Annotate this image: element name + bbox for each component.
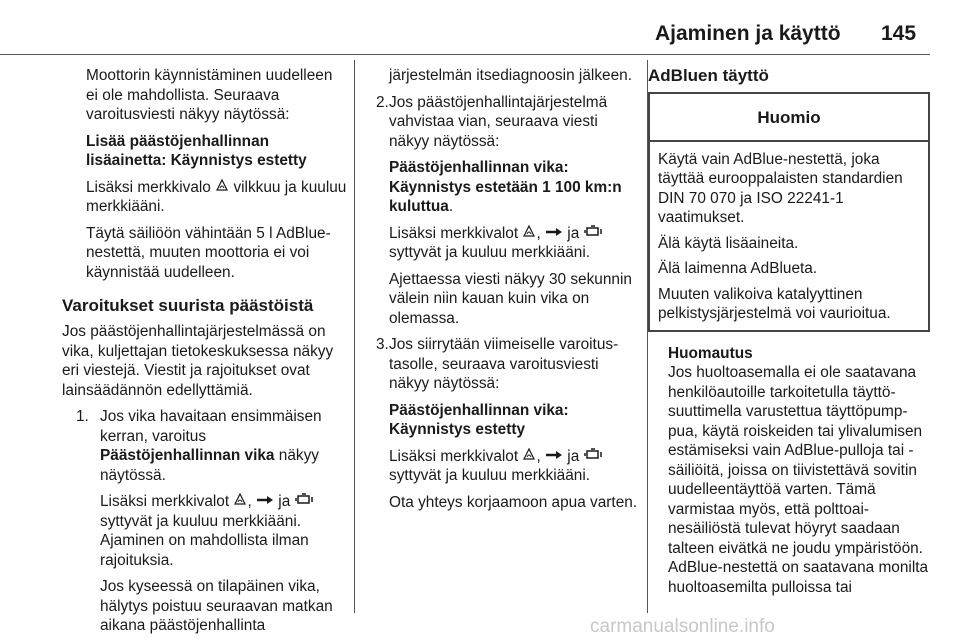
intro-block <box>62 66 347 282</box>
paragraph: Täytä säiliöön vähintään 5 l AdBlue-nestettä, muuten moottoria ei voi käynnistää uudelleen. <box>86 224 331 281</box>
page-number: 145 <box>881 22 917 45</box>
paragraph: Älä käytä lisäaineita. <box>658 234 799 252</box>
section-heading: AdBluen täyttö <box>648 66 769 85</box>
warning-message: Päästöjenhallinnan vika: Käynnistys estetään 1 100 km:n kuluttua. <box>389 159 622 215</box>
paragraph: Jos siirrytään viimeiselle varoitustasolle, seuraava varoitusviesti näkyy näytössä: <box>389 336 619 392</box>
list-number: 2. <box>376 93 389 111</box>
paragraph: Älä laimenna AdBlueta. <box>658 260 818 277</box>
paragraph: Jos vika havaitaan ensimmäisen kerran, varoitus Päästöjenhallinnan vika näkyy näytössä. <box>100 408 322 484</box>
adblue-warning-icon <box>233 492 247 508</box>
glow-plug-icon <box>256 494 274 508</box>
list-number: 1. <box>76 408 89 425</box>
section-heading: Varoitukset suurista päästöistä <box>62 296 314 315</box>
column-1 <box>62 66 347 643</box>
paragraph: Ota yhteys korjaamoon apua varten. <box>389 493 638 511</box>
column-2 <box>376 66 638 519</box>
list-item <box>376 93 638 329</box>
glow-plug-icon <box>545 226 563 240</box>
page-title: Ajaminen ja käyttö <box>655 22 841 45</box>
paragraph: Lisäksi merkkivalot , ja syttyvät ja kuuluu merkkiääni. <box>389 447 638 486</box>
paragraph: Jos päästöjenhallintajärjestelmässä on vika, kuljettajan tietokeskuksessa näkyy eri viestejä. Viestit ja rajoitukset ovat lainsäädännön edellyttämiä. <box>62 323 334 399</box>
column-divider-1 <box>354 60 355 613</box>
check-engine-icon <box>584 447 602 463</box>
watermark: carmanualsonline.info <box>590 616 775 637</box>
paragraph: Moottorin käynnistäminen uudelleen ei ole mahdollista. Seuraava varoitusviesti näkyy näytössä: <box>86 67 333 123</box>
list-item <box>376 335 638 512</box>
caution-box-title: Huomio <box>650 94 928 142</box>
check-engine-icon <box>584 224 602 240</box>
paragraph: Muuten valikoiva katalyyttinen pelkistysjärjestelmä voi vaurioitua. <box>658 285 891 322</box>
warning-message: Lisää päästöjenhallinnan lisäainetta: Käynnistys estetty <box>86 132 307 169</box>
adblue-warning-icon <box>215 178 229 194</box>
column-3 <box>648 66 930 597</box>
paragraph: Jos kyseessä on tilapäinen vika, hälytys poistuu seuraavan matkan aikana päästöjenhallinta <box>100 578 333 634</box>
header-rule <box>0 54 930 55</box>
warning-message: Päästöjenhallinnan vika <box>100 447 275 464</box>
warning-message: Päästöjenhallinnan vika: Käynnistys estetty <box>389 401 569 438</box>
list-number: 3. <box>376 336 389 353</box>
glow-plug-icon <box>545 449 563 463</box>
paragraph: järjestelmän itsediagnoosin jälkeen. <box>389 67 632 84</box>
list-item <box>76 407 347 636</box>
note-text: Jos huoltoasemalla ei ole saatavana henkilöautoille tarkoitetulla täyttösuuttimella varustettua täyttöpumppua, käytä roiskeiden tai ylivalumisen estämiseksi vain AdBlue-pulloja tai -säiliöitä, joissa on tiivistettävä sovitin uudelleentäyttöä varten. Tämä varmistaa myös, että polttoainesäiliöstä tulevat höyryt saadaan talteen eivätkä ne joudu ympäristöön. AdBlue-nestettä on saatavana monilta huoltoasemilta pulloissa tai <box>668 364 929 596</box>
note-title: Huomautus <box>668 344 753 362</box>
paragraph: Lisäksi merkkivalot , ja syttyvät ja kuuluu merkkiääni. <box>389 224 638 263</box>
caution-box <box>648 92 930 332</box>
adblue-warning-icon <box>522 447 536 463</box>
note-block <box>648 344 930 598</box>
paragraph: Ajettaessa viesti näkyy 30 sekunnin välein niin kauan kuin vika on olemassa. <box>389 270 632 327</box>
check-engine-icon <box>295 492 313 508</box>
paragraph: Jos päästöjenhallintajärjestelmä vahvistaa vian, seuraava viesti näkyy näytössä: <box>389 93 608 150</box>
adblue-warning-icon <box>522 224 536 240</box>
page-header <box>0 0 960 60</box>
paragraph: Lisäksi merkkivalo vilkkuu ja kuuluu merkkiääni. <box>86 178 347 215</box>
paragraph: Lisäksi merkkivalot , ja syttyvät ja kuuluu merkkiääni. Ajaminen on mahdollista ilman rajoituksia. <box>100 492 347 570</box>
paragraph: Käytä vain AdBlue-nestettä, joka täyttää eurooppalaisten standardien DIN 70 070 ja ISO 22241-1 vaatimukset. <box>658 150 903 226</box>
